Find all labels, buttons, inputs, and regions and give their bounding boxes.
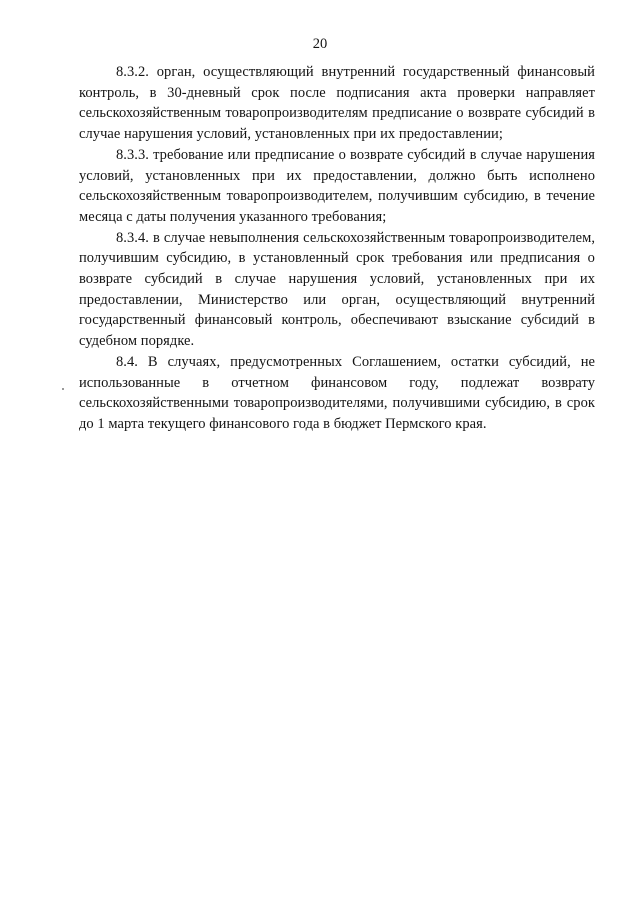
scan-speck	[62, 388, 64, 390]
paragraph-8-4: 8.4. В случаях, предусмотренных Соглашением, остатки субсидий, не использованные в отчетном финансовом году, подлежат возврату сельскохозяйственными товаропроизводителями, получившими субсидию, в срок до 1 марта текущего финансового года в бюджет Пермского края.	[79, 353, 595, 432]
page-number: 20	[312, 36, 328, 52]
paragraph-8-3-2: 8.3.2. орган, осуществляющий внутренний государственный финансовый контроль, в 30-дневный срок после подписания акта проверки направляет сельскохозяйственным товаропроизводителям предписание о возврате субсидий в случае нарушения условий, установленных при их предоставлении;	[79, 64, 595, 143]
paragraph-8-3-4: 8.3.4. в случае невыполнения сельскохозяйственным товаропроизводителем, получившим субсидию, в установленный срок требования или предписания о возврате субсидий в случае нарушения условий, установленных при их предоставлении, Министерство или орган, осуществляющий внутренний государственный финансовый контроль, обеспечивают взыскание субсидий в судебном порядке.	[79, 229, 595, 350]
paragraph-8-3-3: 8.3.3. требование или предписание о возврате субсидий в случае нарушения условий, установленных при их предоставлении, должно быть исполнено сельскохозяйственным товаропроизводителем, получившим субсидию, в течение месяца с даты получения указанного требования;	[79, 146, 595, 225]
document-body	[79, 62, 595, 435]
